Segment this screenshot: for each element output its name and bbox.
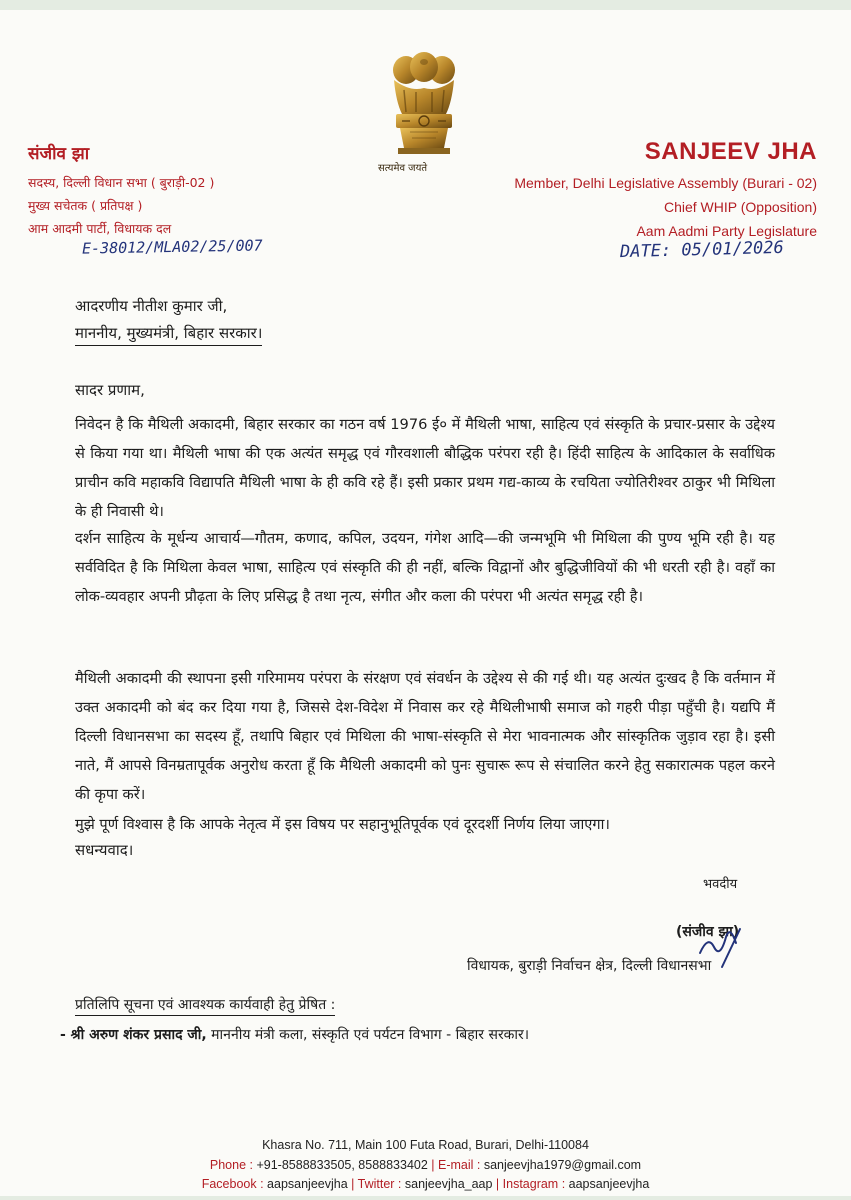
reference-number: E-38012/MLA02/25/007	[81, 236, 263, 258]
phone-label: Phone :	[209, 1158, 257, 1172]
greeting: सादर प्रणाम,	[75, 381, 145, 399]
instagram-value: aapsanjeevjha	[568, 1177, 650, 1191]
cc-recipient-name: - श्री अरुण शंकर प्रसाद जी,	[60, 1027, 207, 1043]
body-paragraph-4: मुझे पूर्ण विश्वास है कि आपके नेतृत्व में इस विषय पर सहानुभूतिपूर्वक एवं दूरदर्शी निर्णय लिया जाएगा।	[75, 816, 610, 833]
letter-date: DATE: 05/01/2026	[619, 237, 784, 263]
closing: भवदीय	[703, 877, 738, 892]
addressee-title: माननीय, मुख्यमंत्री, बिहार सरकार।	[75, 323, 262, 346]
twitter-label: | Twitter :	[347, 1177, 405, 1191]
footer-contact	[0, 1158, 851, 1172]
sender-designation-3-english: Aam Aadmi Party Legislature	[636, 223, 817, 239]
email-label: | E-mail :	[427, 1158, 484, 1172]
instagram-label: | Instagram :	[492, 1177, 569, 1191]
sender-name-hindi: संजीव झा	[28, 144, 90, 164]
body-paragraph-1: निवेदन है कि मैथिली अकादमी, बिहार सरकार का गठन वर्ष 1976 ई० में मैथिली भाषा, साहित्य एवं संस्कृति के प्रचार-प्रसार के उद्देश्य से किया गया था। मैथिली भाषा की एक अत्यंत समृद्ध एवं गौरवशाली बौद्धिक परंपरा रही है। हिंदी साहित्य के आदिकाल के सर्वाधिक प्राचीन कवि महाकवि विद्यापति मैथिली भाषा के ही कवि रहे हैं। इसी प्रकार प्रथम गद्य-काव्य के रचयिता ज्योतिरीश्वर ठाकुर भी मिथिला के ही निवासी थे।	[75, 416, 776, 520]
twitter-value: sanjeevjha_aap	[404, 1177, 493, 1191]
thanks-line: सधन्यवाद।	[75, 841, 134, 859]
signature-name: (संजीव झा)	[676, 924, 740, 940]
footer-address: Khasra No. 711, Main 100 Futa Road, Burari, Delhi-110084	[262, 1138, 589, 1152]
sender-designation-1-english: Member, Delhi Legislative Assembly (Burari - 02)	[514, 175, 817, 191]
letter-page	[0, 10, 851, 1196]
body-paragraph-3: मैथिली अकादमी की स्थापना इसी गरिमामय परंपरा के संरक्षण एवं संवर्धन के उद्देश्य से की गई थी। यह अत्यंत दुःखद है कि वर्तमान में उक्त अकादमी को बंद कर दिया गया है, जिससे देश-विदेश में निवास कर रहे मैथिलीभाषी समाज को गहरी पीड़ा पहुँची है। यद्यपि मैं दिल्ली विधानसभा का सदस्य हूँ, तथापि बिहार एवं मिथिला की भाषा-संस्कृति से मेरा भावनात्मक और सांस्कृतिक जुड़ाव रहा है। इसी नाते, मैं आपसे विनम्रतापूर्वक अनुरोध करता हूँ कि मैथिली अकादमी को पुनः सुचारू रूप से संचालित करने हेतु सकारात्मक पहल करने की कृपा करें।	[75, 670, 775, 803]
footer-social	[0, 1177, 851, 1191]
sender-designation-2-english: Chief WHIP (Opposition)	[663, 199, 817, 215]
sender-designation-2-hindi: मुख्य सचेतक ( प्रतिपक्ष )	[28, 198, 143, 213]
phone-value: +91-8588833505, 8588833402	[256, 1158, 428, 1172]
national-emblem-icon	[376, 52, 472, 162]
sender-designation-1-hindi: सदस्य, दिल्ली विधान सभा ( बुराड़ी-02 )	[28, 175, 215, 190]
email-value: sanjeevjha1979@gmail.com	[483, 1158, 642, 1172]
sender-name-english: SANJEEV JHA	[644, 138, 817, 165]
emblem-motto: सत्यमेव जयते	[378, 163, 428, 174]
facebook-label: Facebook :	[201, 1177, 268, 1191]
cc-recipient	[60, 1025, 529, 1044]
addressee-name: आदरणीय नीतीश कुमार जी,	[75, 297, 228, 315]
sender-designation-3-hindi: आम आदमी पार्टी, विधायक दल	[28, 221, 172, 236]
signature-designation: विधायक, बुराड़ी निर्वाचन क्षेत्र, दिल्ली विधानसभा	[467, 958, 712, 974]
facebook-value: aapsanjeevjha	[267, 1177, 348, 1191]
cc-heading: प्रतिलिपि सूचना एवं आवश्यक कार्यवाही हेतु प्रेषित :	[75, 995, 335, 1016]
body-paragraph-2: दर्शन साहित्य के मूर्धन्य आचार्य—गौतम, कणाद, कपिल, उदयन, गंगेश आदि—की जन्मभूमि भी मिथिला की पुण्य भूमि रही है। यह सर्वविदित है कि मिथिला केवल भाषा, साहित्य एवं संस्कृति की ही नहीं, बल्कि विद्वानों और बुद्धिजीवियों की भी धरती रही है। वहाँ का लोक-व्यवहार अपनी प्रौढ़ता के लिए प्रसिद्ध है तथा नृत्य, संगीत और कला की परंपरा भी अत्यंत समृद्ध रही है।	[75, 530, 775, 605]
cc-recipient-details: माननीय मंत्री कला, संस्कृति एवं पर्यटन विभाग - बिहार सरकार।	[206, 1027, 530, 1043]
